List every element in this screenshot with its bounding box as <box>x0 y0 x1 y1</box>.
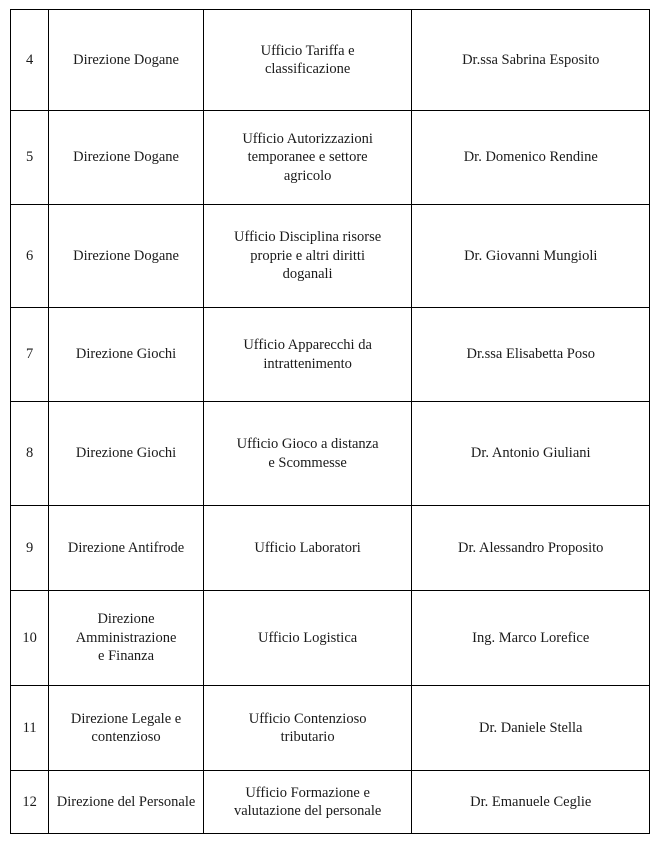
direzione-text: Direzione Giochi <box>75 445 177 462</box>
direzione-text: Direzione del Personale <box>56 793 196 810</box>
row-number: 11 <box>11 686 49 771</box>
ufficio-text: e Scommesse <box>268 454 347 471</box>
ufficio-text: tributario <box>280 729 335 745</box>
direzione-text: Direzione Dogane <box>73 149 179 166</box>
ufficio-text: temporanee e settore <box>247 149 368 166</box>
direzione-text: Direzione Dogane <box>73 51 179 68</box>
ufficio-text: Ufficio Disciplina risorse <box>234 229 382 246</box>
direzione-cell <box>49 771 203 834</box>
ufficio-cell <box>203 205 412 308</box>
direzione-text: Direzione Antifrode <box>67 539 185 556</box>
row-number: 4 <box>11 10 49 111</box>
table-row <box>11 308 650 402</box>
ufficio-text: Ufficio Apparecchi da <box>243 337 372 353</box>
table-row <box>11 771 650 834</box>
ufficio-text: intrattenimento <box>263 355 352 372</box>
direzione-cell <box>49 686 203 771</box>
ufficio-text: Ufficio Logistica <box>258 629 358 646</box>
row-number: 5 <box>11 111 49 205</box>
responsabile-cell: Ing. Marco Lorefice <box>412 591 650 686</box>
ufficio-cell <box>203 506 412 591</box>
ufficio-text: Ufficio Formazione e <box>245 784 370 801</box>
ufficio-text: doganali <box>282 266 333 283</box>
ufficio-text: Ufficio Tariffa e <box>260 42 355 59</box>
direzione-cell <box>49 591 203 686</box>
responsabile-cell: Dr. Domenico Rendine <box>412 111 650 205</box>
row-number: 6 <box>11 205 49 308</box>
table-row <box>11 402 650 506</box>
responsabile-cell: Dr. Antonio Giuliani <box>412 402 650 506</box>
table-row <box>11 686 650 771</box>
direzione-cell <box>49 205 203 308</box>
ufficio-cell <box>203 686 412 771</box>
table-row <box>11 506 650 591</box>
direzione-cell <box>49 506 203 591</box>
responsabile-cell: Dr.ssa Sabrina Esposito <box>412 10 650 111</box>
table-row <box>11 111 650 205</box>
table-row <box>11 205 650 308</box>
offices-table-body <box>11 10 650 834</box>
direzione-cell <box>49 111 203 205</box>
responsabile-cell: Dr. Emanuele Ceglie <box>412 771 650 834</box>
responsabile-cell: Dr.ssa Elisabetta Poso <box>412 308 650 402</box>
ufficio-text: Ufficio Laboratori <box>254 539 361 556</box>
direzione-text: Direzione <box>97 611 155 628</box>
offices-table <box>10 9 650 834</box>
ufficio-cell <box>203 402 412 506</box>
direzione-text: e Finanza <box>98 648 155 665</box>
direzione-cell <box>49 402 203 506</box>
table-row <box>11 591 650 686</box>
direzione-text: Direzione Dogane <box>73 247 179 264</box>
ufficio-cell <box>203 591 412 686</box>
direzione-text: contenzioso <box>91 729 161 745</box>
responsabile-cell: Dr. Daniele Stella <box>412 686 650 771</box>
ufficio-text: agricolo <box>283 167 332 184</box>
row-number: 7 <box>11 308 49 402</box>
direzione-text: Direzione Legale e <box>70 710 182 727</box>
ufficio-text: Ufficio Contenzioso <box>248 710 367 727</box>
ufficio-text: valutazione del personale <box>233 803 382 819</box>
ufficio-cell <box>203 308 412 402</box>
ufficio-text: Ufficio Autorizzazioni <box>242 130 373 147</box>
responsabile-cell: Dr. Alessandro Proposito <box>412 506 650 591</box>
row-number: 12 <box>11 771 49 834</box>
ufficio-cell <box>203 111 412 205</box>
row-number: 8 <box>11 402 49 506</box>
table-row <box>11 10 650 111</box>
ufficio-text: classificazione <box>264 61 351 77</box>
ufficio-cell <box>203 10 412 111</box>
row-number: 9 <box>11 506 49 591</box>
row-number: 10 <box>11 591 49 686</box>
direzione-text: Direzione Giochi <box>75 346 177 363</box>
ufficio-text: Ufficio Gioco a distanza <box>236 436 379 452</box>
direzione-text: Amministrazione <box>75 629 177 646</box>
responsabile-cell: Dr. Giovanni Mungioli <box>412 205 650 308</box>
direzione-cell <box>49 10 203 111</box>
ufficio-text: proprie e altri diritti <box>250 247 365 264</box>
ufficio-cell <box>203 771 412 834</box>
direzione-cell <box>49 308 203 402</box>
